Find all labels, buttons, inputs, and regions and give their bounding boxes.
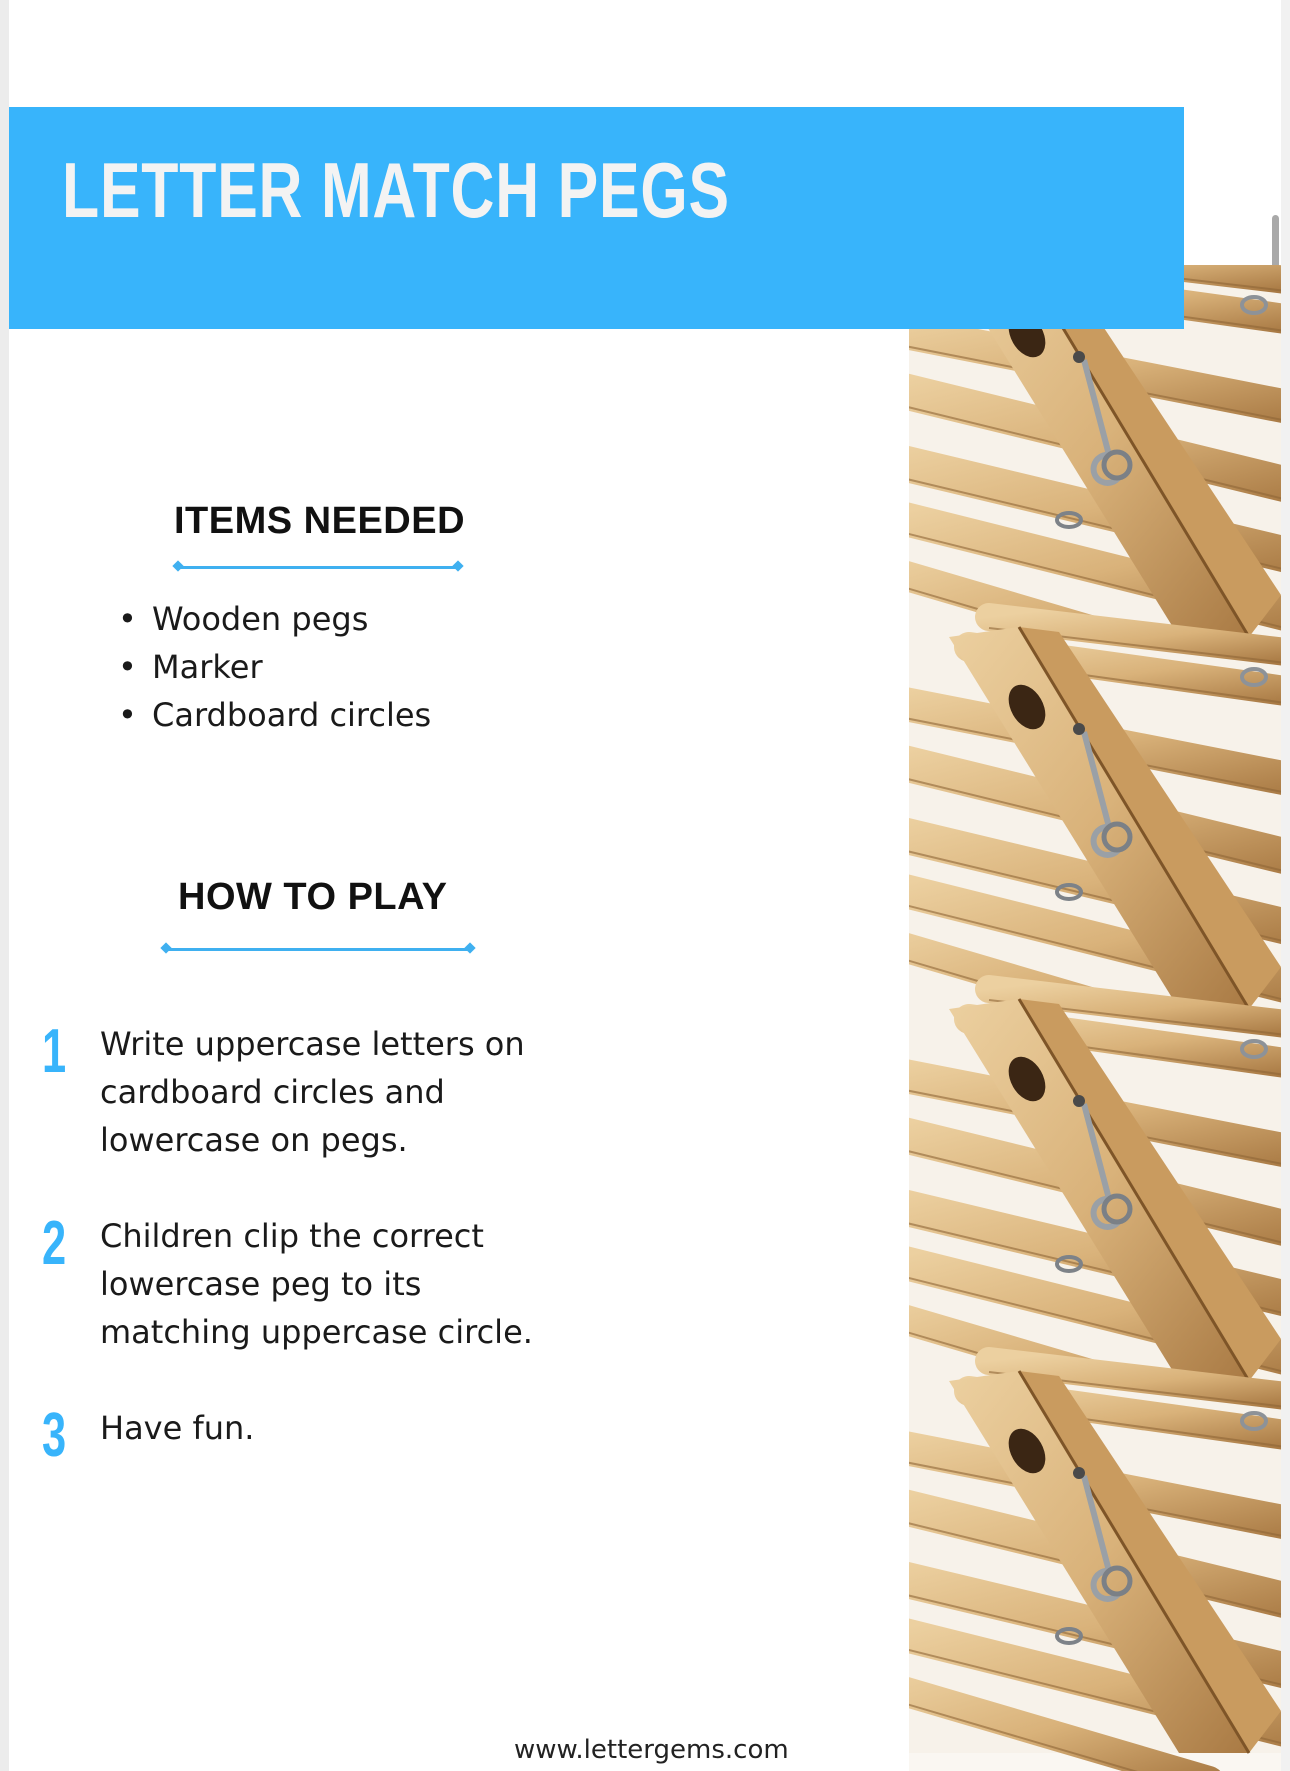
- step-text: Children clip the correct lowercase peg to its matching uppercase circle.: [100, 1217, 533, 1351]
- list-item: • Marker: [118, 643, 431, 691]
- clothespins-image-strip: [909, 265, 1281, 1771]
- step-number: 3: [42, 1401, 67, 1470]
- page-title: LETTER MATCH PEGS: [62, 146, 730, 234]
- list-item: • Cardboard circles: [118, 691, 431, 739]
- page-edge-right: [1281, 0, 1290, 1771]
- footer-url[interactable]: www.lettergems.com: [514, 1735, 789, 1765]
- list-item: • Wooden pegs: [118, 595, 431, 643]
- how-to-play-heading: HOW TO PLAY: [178, 876, 448, 918]
- step-text: Have fun.: [100, 1409, 255, 1447]
- clothespin-tile: [909, 1361, 1281, 1771]
- items-needed-divider: [178, 566, 458, 569]
- items-needed-list: [118, 595, 431, 739]
- step-text: Write uppercase letters on cardboard circles and lowercase on pegs.: [100, 1025, 525, 1159]
- step-number: 1: [42, 1017, 67, 1086]
- items-needed-heading: ITEMS NEEDED: [174, 500, 466, 542]
- step-number: 2: [42, 1209, 67, 1278]
- clothespin-tile: [909, 989, 1281, 1421]
- clothespin-tile: [909, 617, 1281, 1049]
- clothespins-photo: [909, 265, 1281, 1771]
- how-to-play-divider: [166, 948, 470, 951]
- page-edge-left: [0, 0, 9, 1771]
